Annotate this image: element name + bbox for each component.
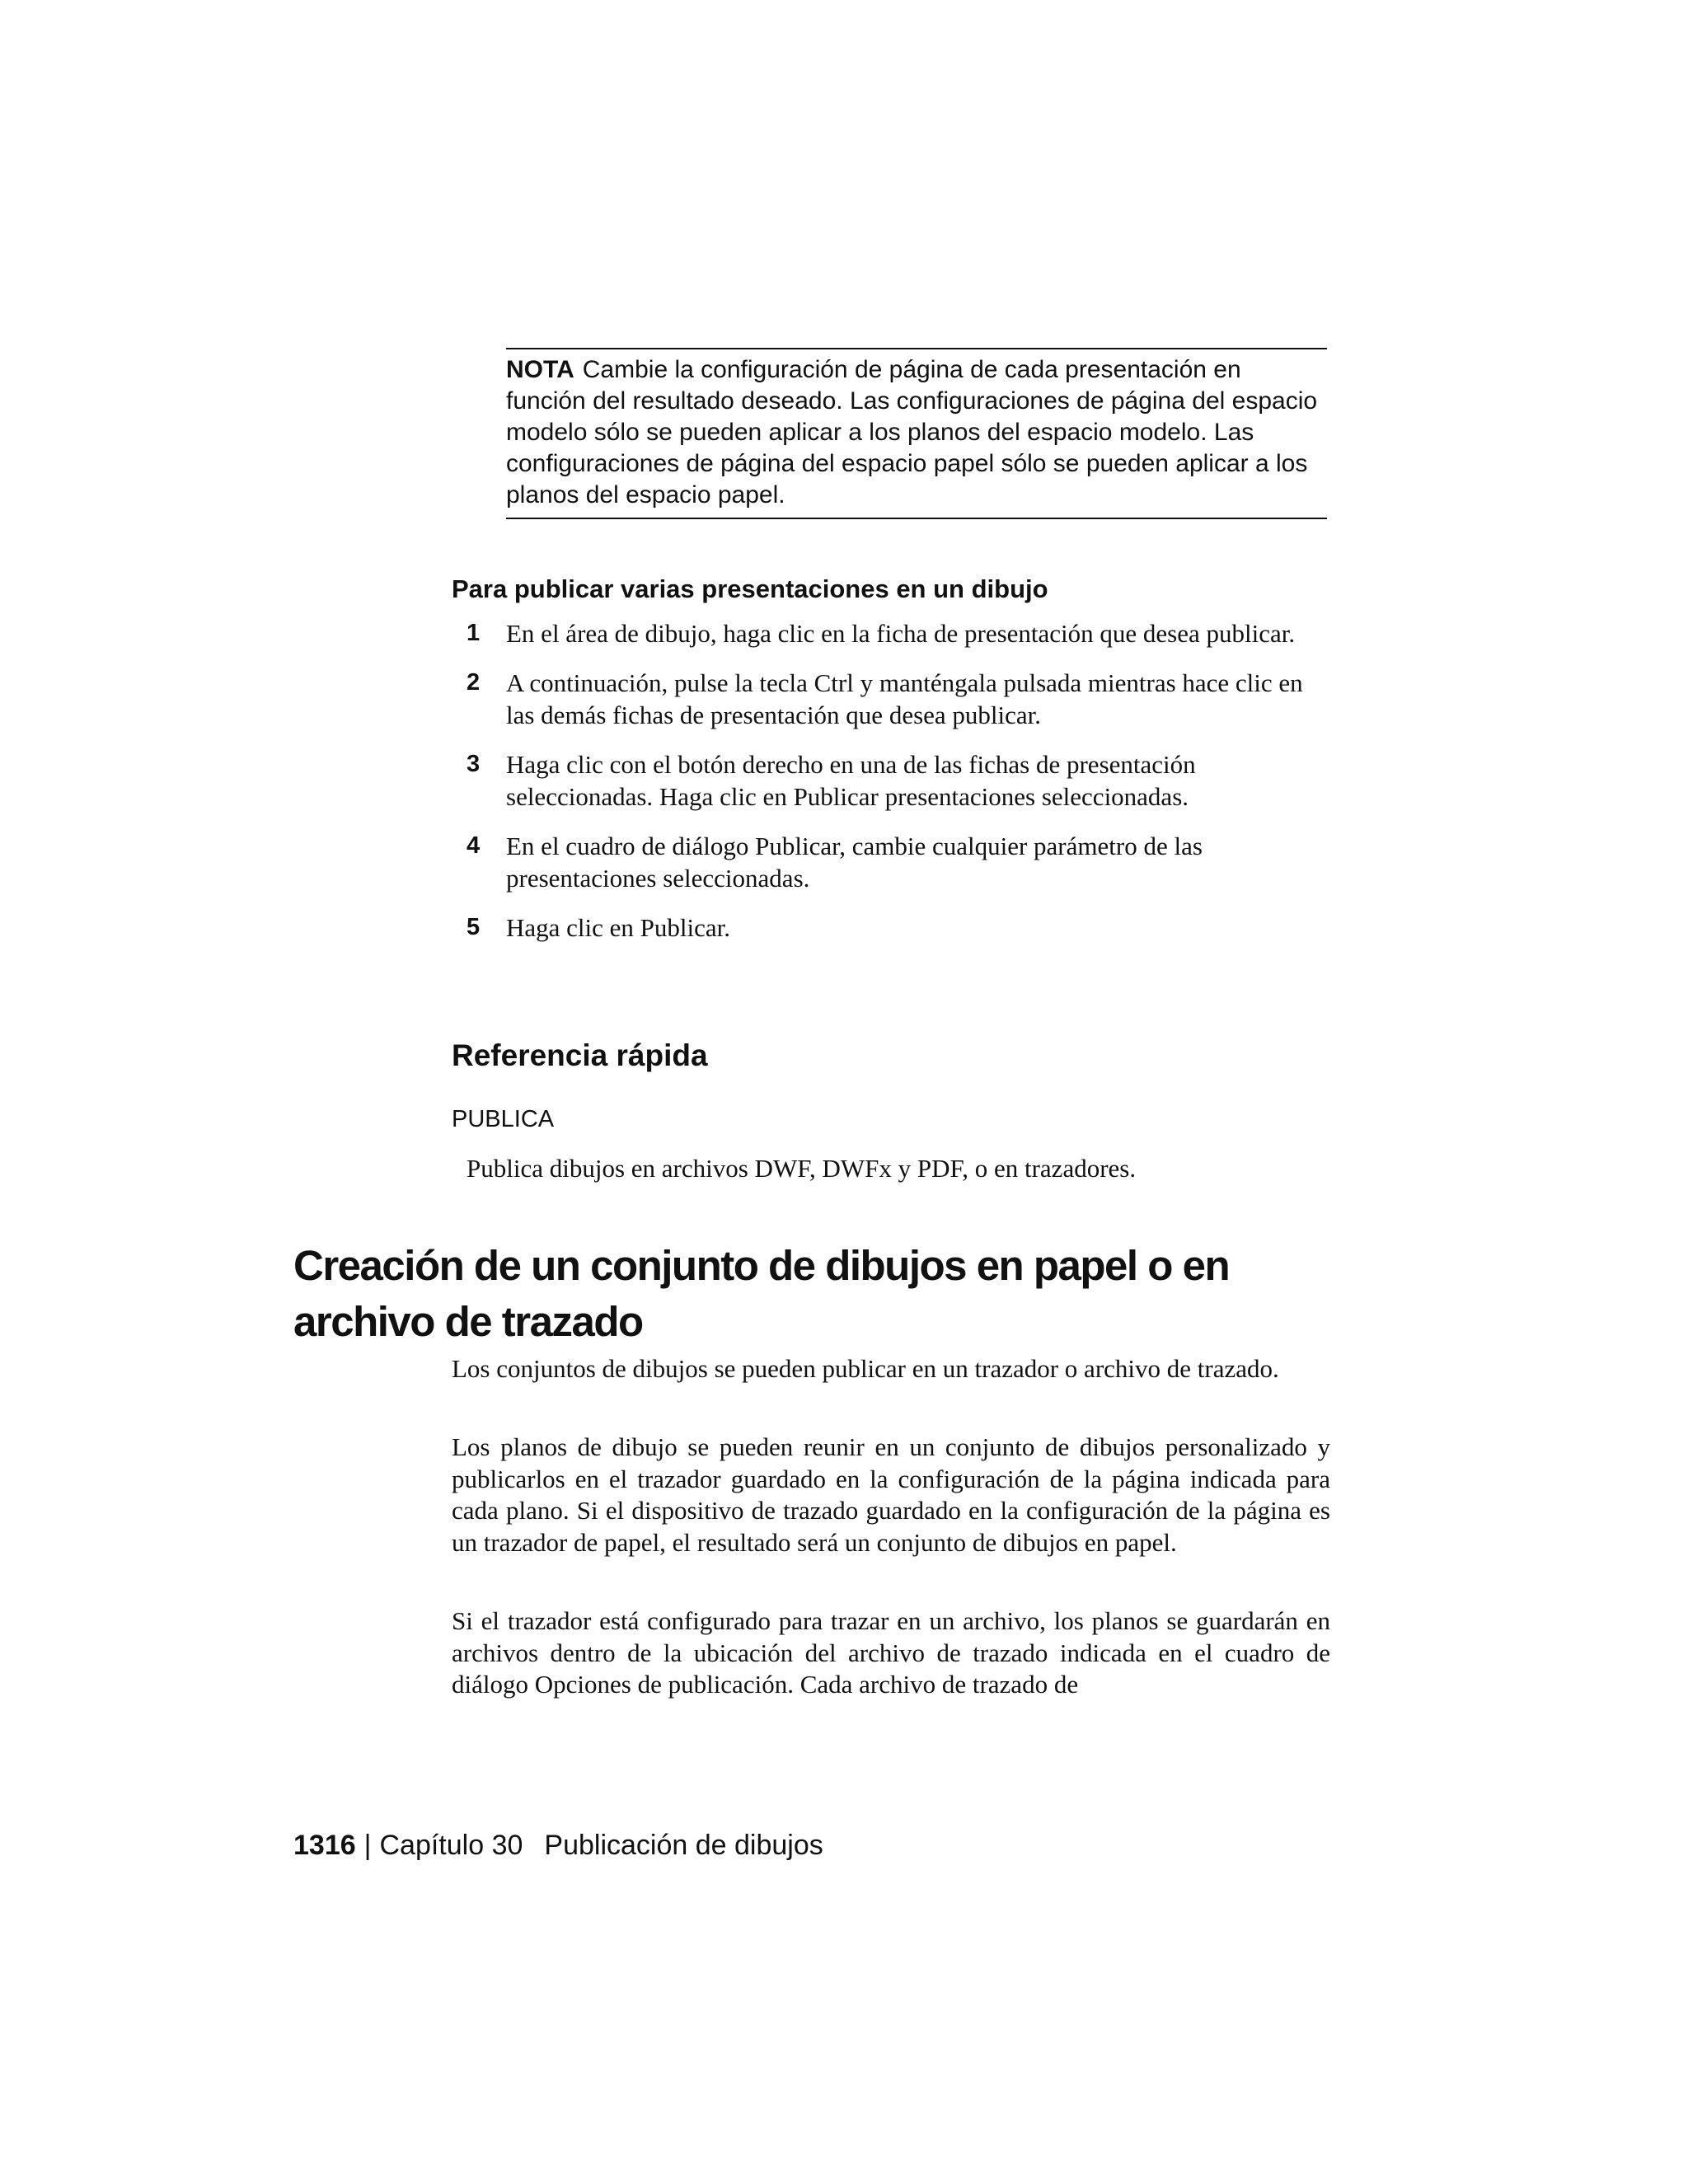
- step-number: 4: [467, 832, 481, 859]
- page-footer: [293, 1828, 823, 1863]
- page-number: 1316: [293, 1830, 356, 1861]
- step-number: 1: [467, 620, 481, 646]
- section-paragraph: Los planos de dibujo se pueden reunir en un conjunto de dibujos personalizado y publicarlos en el trazador guardado en la configuración de la página indicada para cada plano. Si el dispositivo de trazado guardado en la configuración de la página es un trazador de papel, el resultado será un conjunto de dibujos en papel.: [452, 1432, 1330, 1557]
- note-text: Cambie la configuración de página de cada presentación en función del resultado deseado. Las configuraciones de página del espacio modelo sólo se pueden aplicar a los planos del espacio modelo. Las configuraciones de página del espacio papel sólo se pueden aplicar a los planos del espacio papel.: [506, 356, 1318, 509]
- procedure-steps: [452, 617, 1330, 961]
- quick-reference-title: Referencia rápida: [452, 1038, 708, 1072]
- section-paragraph: Los conjuntos de dibujos se pueden publicar en un trazador o archivo de trazado.: [452, 1354, 1279, 1383]
- footer-chapter-title: Publicación de dibujos: [544, 1830, 823, 1861]
- quick-reference-description: Publica dibujos en archivos DWF, DWFx y PDF, o en trazadores.: [467, 1154, 1137, 1183]
- step-item: [452, 617, 1330, 649]
- step-item: [452, 667, 1330, 731]
- section-paragraph: Si el trazador está configurado para trazar en un archivo, los planos se guardarán en archivos dentro de la ubicación del archivo de trazado indicada en el cuadro de diálogo Opciones de publicación. Cada archivo de trazado de: [452, 1606, 1330, 1699]
- step-text: Haga clic con el botón derecho en una de las fichas de presentación seleccionadas. Haga clic en Publicar presentaciones seleccionadas.: [506, 750, 1196, 811]
- footer-chapter: Capítulo 30: [379, 1830, 523, 1861]
- step-text: Haga clic en Publicar.: [506, 913, 731, 942]
- step-text: En el cuadro de diálogo Publicar, cambie cualquier parámetro de las presentaciones seleccionadas.: [506, 832, 1203, 893]
- step-number: 2: [467, 669, 481, 696]
- step-text: A continuación, pulse la tecla Ctrl y manténgala pulsada mientras hace clic en las demás fichas de presentación que desea publicar.: [506, 668, 1303, 729]
- quick-reference-command: PUBLICA: [452, 1106, 555, 1132]
- step-item: [452, 912, 1330, 944]
- note-label: NOTA: [506, 356, 574, 383]
- note-box: [506, 348, 1327, 519]
- step-number: 5: [467, 914, 481, 940]
- step-number: 3: [467, 751, 481, 777]
- step-item: [452, 830, 1330, 894]
- footer-separator: |: [363, 1830, 372, 1861]
- step-text: En el área de dibujo, haga clic en la ficha de presentación que desea publicar.: [506, 619, 1296, 648]
- procedure-title: Para publicar varias presentaciones en un dibujo: [452, 574, 1048, 603]
- step-item: [452, 748, 1330, 813]
- section-title: Creación de un conjunto de dibujos en papel o en archivo de trazado: [293, 1242, 1230, 1345]
